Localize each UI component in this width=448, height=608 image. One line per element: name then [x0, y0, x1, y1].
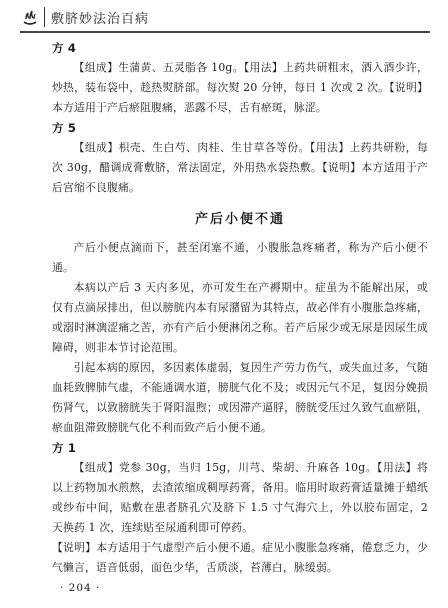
- running-header: [20, 4, 430, 30]
- body-paragraph: 本病以产后 3 天内多见，亦可发生在产褥期中。症虽为不能解出尿，或仅有点滴尿排出，但以膀胱内本有尿潴留为其特点，故必伴有小腹胀急疼痛，或溺时淋漓涩痛之苦，亦有产后小便淋闭之称。若产后尿少或无尿是因尿生成障碍，则非本节讨论范围。: [52, 281, 428, 354]
- section-title: 产后小便不通: [194, 212, 285, 227]
- body-paragraph: 【组成】生蒲黄、五灵脂各 10g。【用法】上药共研粗末，酒入酒少许，炒热，装布袋中，趁热熨脐部。每次熨 20 分钟，每日 1 次或 2 次。【说明】本方适用于产后瘀阻腹痛，恶露不尽，舌有瘀斑，脉涩。: [52, 61, 428, 114]
- book-logo-icon: [20, 7, 45, 27]
- formula-heading: 方 1: [52, 441, 77, 455]
- formula-heading: 方 5: [52, 121, 77, 135]
- formula-heading: 方 4: [52, 41, 77, 55]
- page-number: · 204 ·: [60, 582, 101, 594]
- body-paragraph: 【组成】枳壳、生白芍、肉桂、生甘草各等份。【用法】上药共研粉，每次 30g，醋调成膏敷脐，常法固定，外用热水袋热敷。【说明】本方适用于产后宫缩不良腹痛。: [52, 141, 428, 194]
- body-paragraph: 【组成】党参 30g，当归 15g，川芎、柴胡、升麻各 10g。【用法】将以上药物加水煎熬，去渣浓缩成稠厚药膏，备用。临用时取药膏适量摊于蜡纸或纱布中间，贴敷在患者脐孔穴及脐下 1.5 寸气海穴上，外以胶布固定，2 天换药 1 次，连续贴至尿通利即可停药。: [52, 461, 428, 534]
- running-header-title: 敷脐妙法治百病: [51, 11, 150, 27]
- header-rule: [20, 31, 430, 33]
- body-paragraph: 引起本病的原因，多因素体虚弱，复因生产劳力伤气，或失血过多，气随血耗致脾肺气虚，不能通调水道，膀胱气化不及；或因元气不足，复因分娩损伤肾气，以致膀胱失于肾阳温煦；或因滞产逼脬，膀胱受压过久致气血瘀阻，瘀血阻滞致膀胱气化不利而致产后小便不通。: [52, 361, 428, 434]
- page-body: [52, 38, 428, 578]
- body-paragraph: 【说明】本方适用于气虚型产后小便不通。症见小腹胀急疼痛，倦怠乏力，少气懒言，语音低弱，面色少华，舌质淡，苔薄白，脉缓弱。: [52, 541, 428, 574]
- body-paragraph: 产后小便点滴而下，甚至闭塞不通，小腹胀急疼痛者，称为产后小便不通。: [52, 241, 428, 274]
